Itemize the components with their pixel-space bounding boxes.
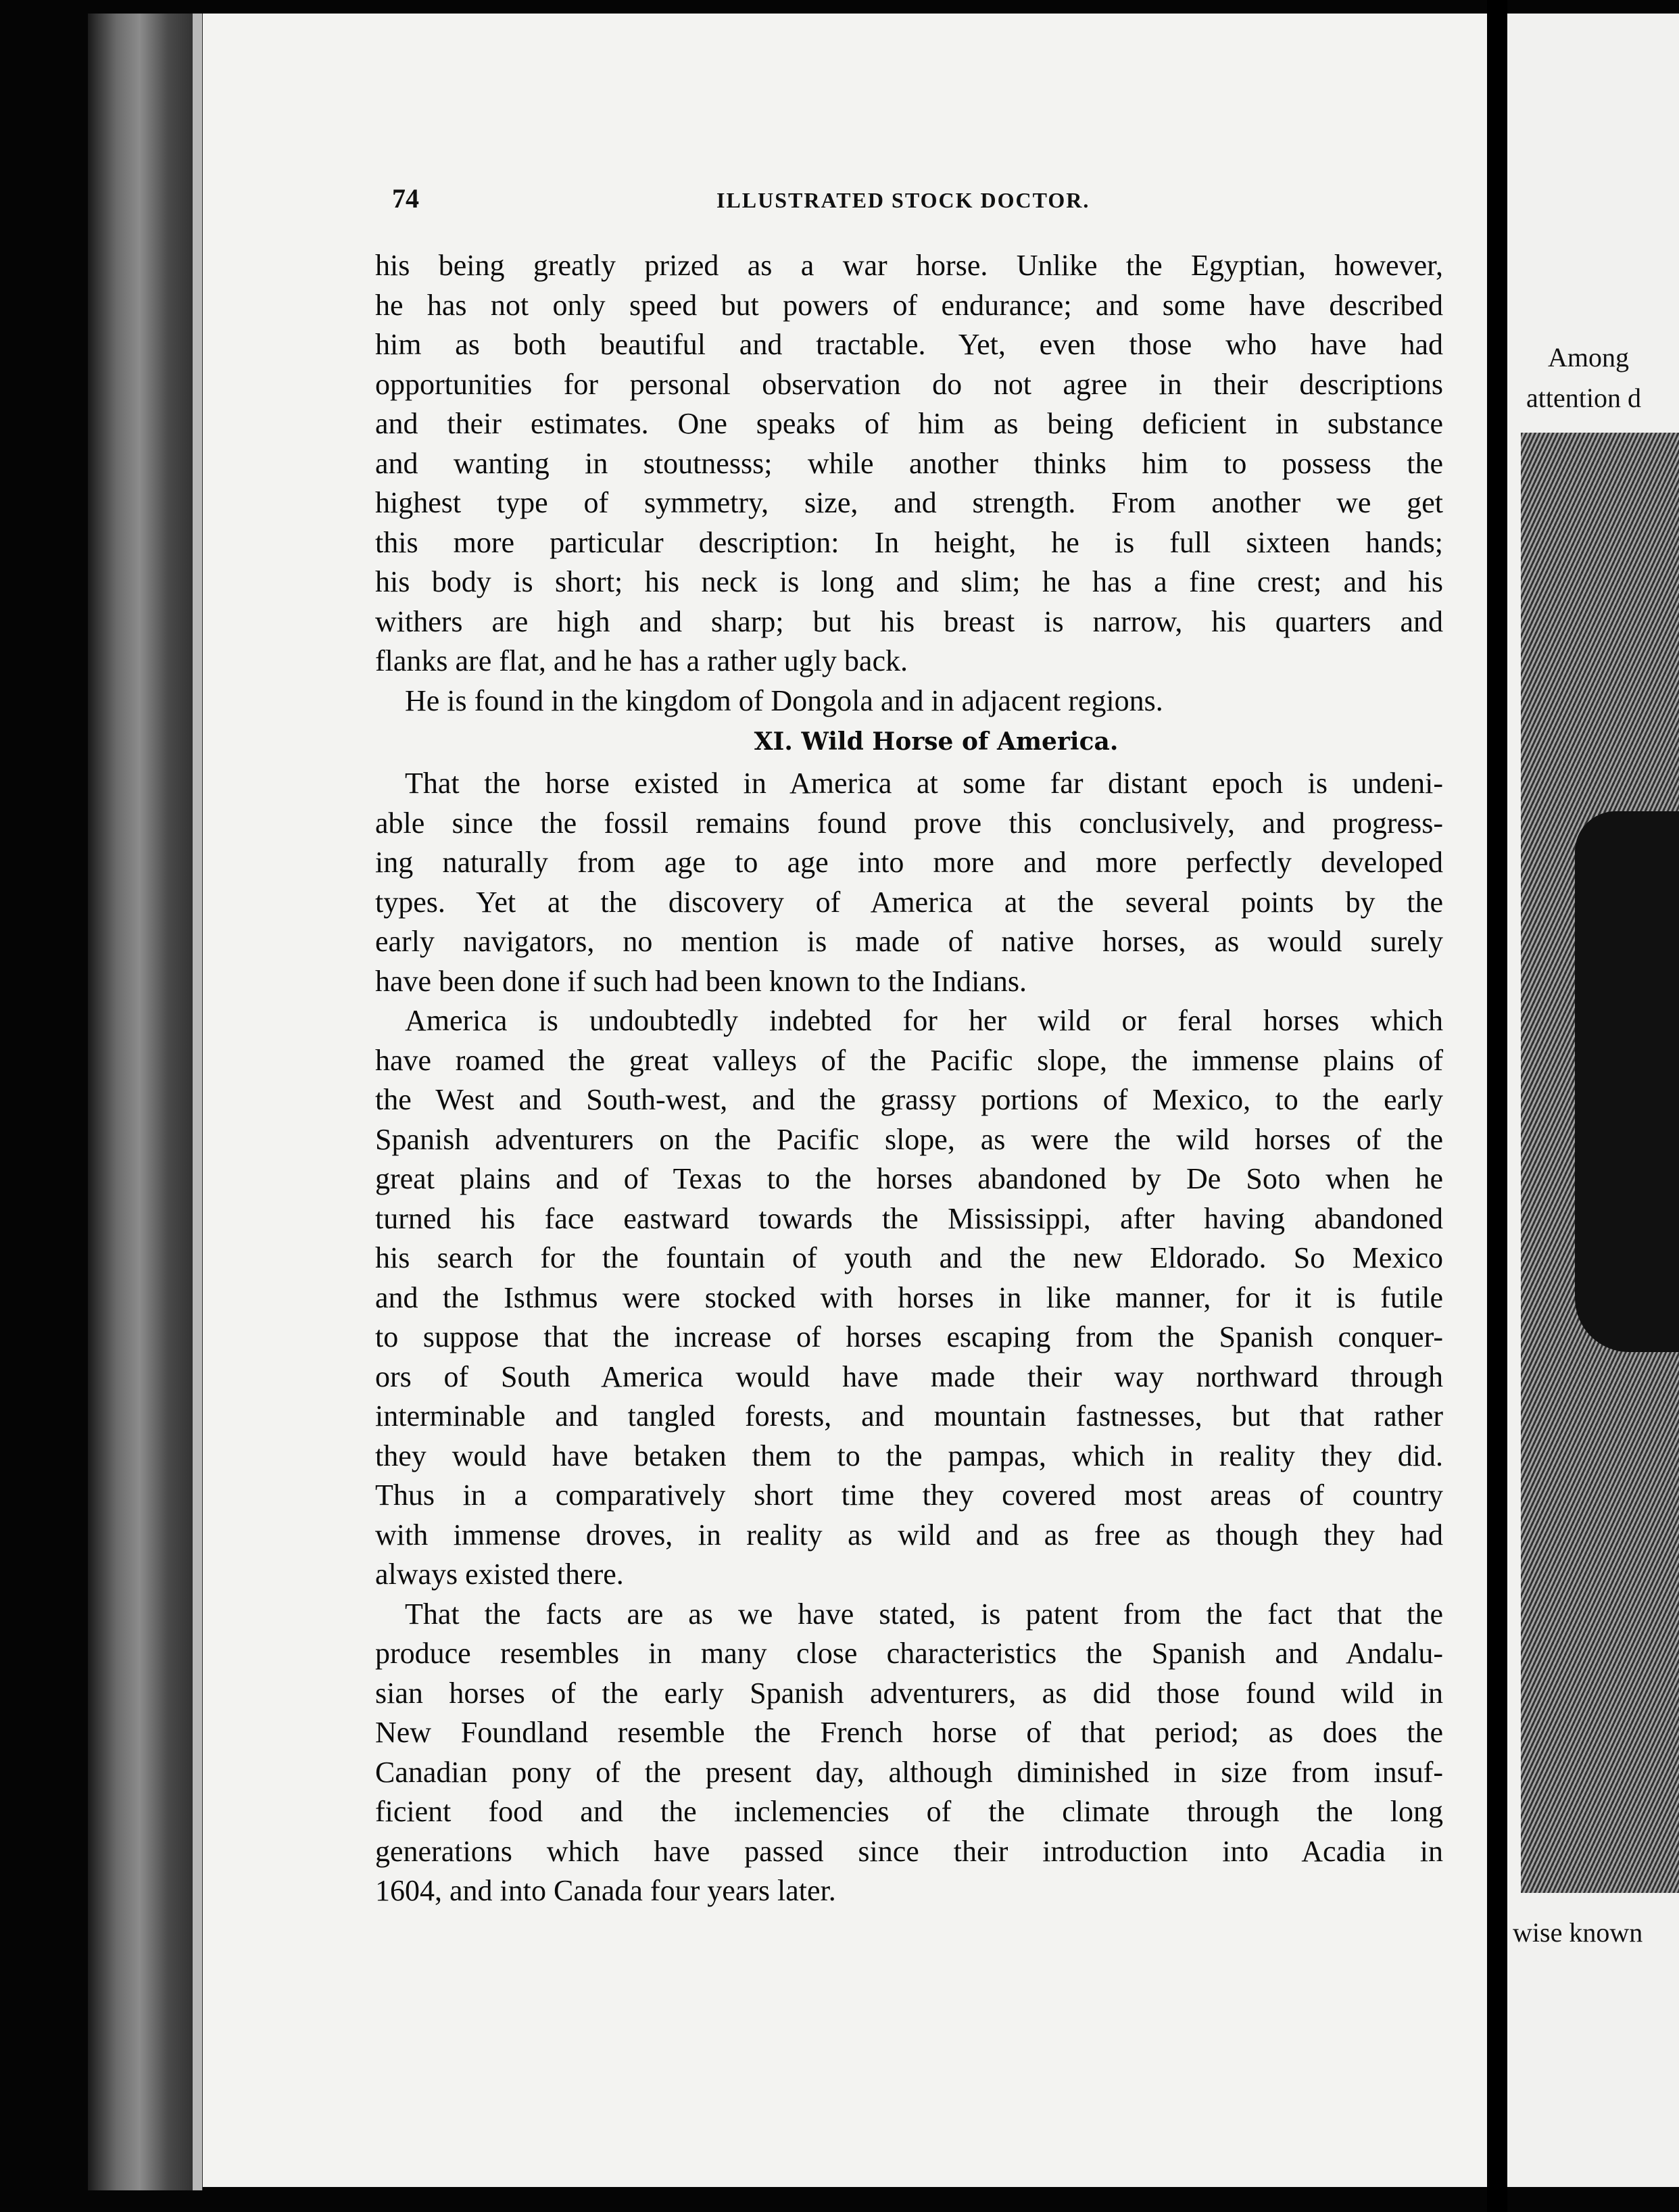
text-line: generations which have passed since their introduction into Acadia in (375, 1834, 1443, 1868)
book-spine (88, 14, 203, 2190)
text-line: ing naturally from age to age into more and more perfectly developed (375, 846, 1443, 879)
text-line: flanks are flat, and he has a rather ugly back. (375, 644, 908, 677)
text-line: and wanting in stoutnesss; while another thinks him to possess the (375, 446, 1443, 480)
paragraph (375, 681, 1443, 721)
text-line: withers are high and sharp; but his breast is narrow, his quarters and (375, 604, 1443, 638)
paragraph (375, 246, 1443, 681)
text-line: That the facts are as we have stated, is patent from the fact that the (405, 1597, 1443, 1631)
text-line: 1604, and into Canada four years later. (375, 1874, 836, 1907)
text-line: sian horses of the early Spanish adventurers, as did those found wild in (375, 1676, 1443, 1710)
facing-text-line: wise known (1513, 1917, 1643, 1948)
text-line: always existed there. (375, 1558, 624, 1591)
text-line: He is found in the kingdom of Dongola and in adjacent regions. (405, 683, 1163, 717)
text-line: with immense droves, in reality as wild and as free as though they had (375, 1518, 1443, 1552)
text-line: turned his face eastward towards the Mississippi, after having abandoned (375, 1201, 1443, 1235)
page-number: 74 (392, 183, 419, 214)
paragraph (375, 1001, 1443, 1595)
text-line: they would have betaken them to the pampas, which in reality they did. (375, 1439, 1443, 1472)
text-line: America is undoubtedly indebted for her wild or feral horses which (405, 1004, 1443, 1037)
text-line: his being greatly prized as a war horse. Unlike the Egyptian, however, (375, 249, 1443, 282)
text-line: Thus in a comparatively short time they covered most areas of country (375, 1478, 1443, 1512)
text-line: and the Isthmus were stocked with horses in like manner, for it is futile (375, 1280, 1443, 1314)
text-line: types. Yet at the discovery of America at the several points by the (375, 885, 1443, 919)
text-line: Spanish adventurers on the Pacific slope, as were the wild horses of the (375, 1122, 1443, 1156)
text-line: him as both beautiful and tractable. Yet, even those who have had (375, 328, 1443, 361)
text-line: early navigators, no mention is made of native horses, as would surely (375, 925, 1443, 958)
text-line: highest type of symmetry, size, and strength. From another we get (375, 486, 1443, 519)
text-line: this more particular description: In height, he is full sixteen hands; (375, 525, 1443, 559)
gutter (1487, 0, 1507, 2212)
facing-text-line: Among (1548, 342, 1629, 372)
text-line: ficient food and the inclemencies of the climate through the long (375, 1795, 1443, 1828)
text-line: Canadian pony of the present day, although diminished in size from insuf- (375, 1755, 1443, 1789)
facing-text-line: attention d (1526, 383, 1641, 413)
text-line: his body is short; his neck is long and slim; he has a fine crest; and his (375, 565, 1443, 598)
text-line: the West and South-west, and the grassy portions of Mexico, to the early (375, 1083, 1443, 1116)
text-line: New Foundland resemble the French horse of that period; as does the (375, 1716, 1443, 1749)
text-line: opportunities for personal observation do not agree in their descriptions (375, 367, 1443, 401)
text-line: That the horse existed in America at some far distant epoch is undeni- (405, 767, 1443, 800)
text-line: his search for the fountain of youth and the new Eldorado. So Mexico (375, 1241, 1443, 1274)
text-line: able since the fossil remains found prove this conclusively, and progress- (375, 806, 1443, 840)
text-line: interminable and tangled forests, and mountain fastnesses, but that rather (375, 1399, 1443, 1433)
running-head-title: ILLUSTRATED STOCK DOCTOR. (716, 188, 1090, 212)
text-line: produce resembles in many close characteristics the Spanish and Andalu- (375, 1637, 1443, 1670)
text-line: to suppose that the increase of horses escaping from the Spanish conquer- (375, 1320, 1443, 1353)
text-line: have been done if such had been known to the Indians. (375, 964, 1027, 998)
section-heading: XI. Wild Horse of America. (754, 727, 1119, 756)
text-line: great plains and of Texas to the horses abandoned by De Soto when he (375, 1162, 1443, 1195)
text-line: he has not only speed but powers of endurance; and some have described (375, 288, 1443, 322)
paragraph (375, 764, 1443, 1001)
paragraph (375, 1595, 1443, 1911)
facing-engraving-shadow (1575, 811, 1679, 1352)
body-text (375, 246, 1443, 1911)
page-edge (193, 14, 202, 2190)
text-line: ors of South America would have made their way northward through (375, 1360, 1443, 1393)
text-line: and their estimates. One speaks of him as being deficient in substance (375, 407, 1443, 440)
text-line: have roamed the great valleys of the Pacific slope, the immense plains of (375, 1043, 1443, 1077)
